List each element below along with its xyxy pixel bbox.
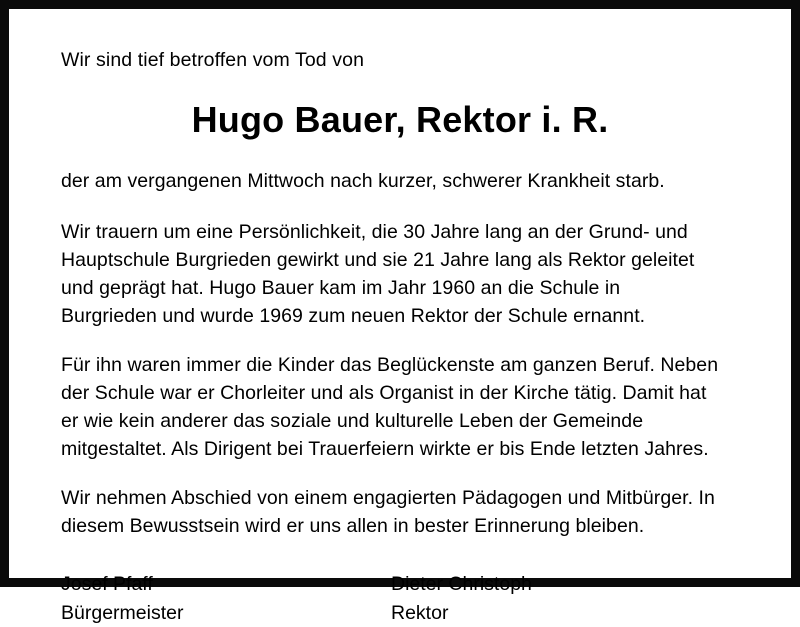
intro-text: Wir sind tief betroffen vom Tod von	[61, 49, 365, 71]
signature-left-name: Josef Pfaff	[61, 573, 153, 596]
paragraph-3: Wir nehmen Abschied von einem engagierten Pädagogen und Mitbürger. In diesem Bewusstsein wird er uns allen in bester Erinnerung bleiben.	[61, 486, 715, 537]
paragraph-1: Wir trauern um eine Persönlichkeit, die 30 Jahre lang an der Grund- und Hauptschule Burgrieden gewirkt und sie 21 Jahre lang als Rektor geleitet und geprägt hat. Hugo Bauer kam im Jahr 1960 an die Schule in Burgrieden und wurde 1969 zum neuen Rektor der Schule ernannt.	[61, 220, 695, 328]
signature-right-role: Rektor	[391, 601, 449, 624]
signature-left-role: Bürgermeister	[61, 601, 184, 624]
signature-right-name: Dieter Christoph	[391, 573, 532, 596]
deceased-name: Hugo Bauer, Rektor i. R.	[191, 99, 609, 141]
signature-block	[61, 570, 747, 627]
subline-text: der am vergangenen Mittwoch nach kurzer, schwerer Krankheit starb.	[61, 170, 665, 193]
signature-left	[61, 570, 391, 627]
paragraph-2: Für ihn waren immer die Kinder das Beglückenste am ganzen Beruf. Neben der Schule war er Chorleiter und als Organist in der Kirche tätig. Damit hat er wie kein anderer das soziale und kulturelle Leben der Gemeinde mitgestaltet. Als Dirigent bei Trauerfeiern wirkte er bis Ende letzten Jahres.	[61, 353, 719, 461]
signature-right	[391, 570, 532, 627]
